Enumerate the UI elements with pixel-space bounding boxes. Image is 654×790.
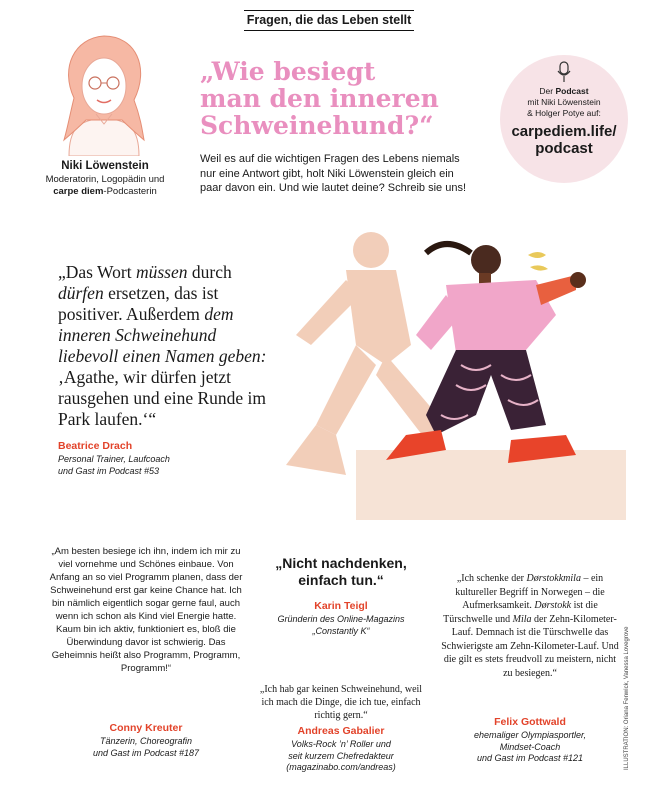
section-tag: Fragen, die das Leben stellt <box>244 10 414 31</box>
illustration-credit-text: ILLUSTRATION: Oriana Fenwick, Vanessa Lovegrove <box>624 626 630 770</box>
quote-beatrice <box>58 262 268 430</box>
podcast-url-line2[interactable]: podcast <box>535 140 593 157</box>
podcast-line1 <box>500 86 628 97</box>
quote-felix-t2: – ein kultureller Begriff in Norwegen – die Aufmerksamkeit. <box>455 573 605 611</box>
author-role <box>20 174 190 198</box>
quote-felix-i1: Dørstokkmila <box>526 573 581 584</box>
quote-beatrice-i1: müssen <box>135 262 188 282</box>
quote-felix-t3: ist die Türschwelle und <box>443 600 598 625</box>
beatrice-role1: Personal Trainer, Laufcoach <box>58 454 170 464</box>
headline-line2: man den inneren <box>200 84 439 113</box>
illustration-credit <box>624 620 632 770</box>
conny-name: Conny Kreuter <box>109 722 183 734</box>
karin-role2: „Constantly K“ <box>312 625 370 636</box>
quote-beatrice-i2: dürfen <box>58 283 104 303</box>
quote-beatrice-i3: dem inneren Schweinehund liebevoll einen Namen geben: <box>58 304 267 366</box>
andreas-role1: Volks-Rock ’n’ Roller und <box>291 739 391 749</box>
conny-role <box>48 736 244 759</box>
quote-beatrice-t4: ‚Agathe, wir dürfen jetzt rausgehen und eine Runde im Park laufen.‘“ <box>58 367 267 429</box>
quote-felix-i2: Dørstokk <box>534 600 572 611</box>
quote-felix-t4: der Zehn-Kilometer-Lauf. Demnach ist die Türschwelle das Schwierigste am Zehn-Kilometer-Lauf. Und die gilt es stets freudvoll zu meistern, nicht zu besiegen.“ <box>441 613 619 679</box>
podcast-line1-bold: Podcast <box>555 86 589 96</box>
podcast-line2: mit Niki Löwenstein <box>527 97 601 107</box>
quote-felix <box>440 572 620 680</box>
andreas-name: Andreas Gabalier <box>297 725 385 737</box>
karin-name: Karin Teigl <box>314 600 368 612</box>
headline-line3: Schweinehund?“ <box>200 111 434 140</box>
felix-role <box>440 730 620 765</box>
podcast-badge[interactable] <box>500 55 628 183</box>
author-name: Niki Löwenstein <box>61 160 149 172</box>
andreas-role <box>256 739 426 774</box>
runner-illustration <box>276 225 634 525</box>
felix-role3: und Gast im Podcast #121 <box>476 753 584 763</box>
headline-line1: „Wie besiegt <box>200 57 376 86</box>
microphone-icon <box>557 61 571 83</box>
felix-name: Felix Gottwald <box>494 716 566 728</box>
quote-conny: „Am besten besiege ich ihn, indem ich mir zu viel vornehme und Schönes einbaue. Von Anfang an so viel Programm planen, dass der Schweinehund erst gar keine Chance hat. Ich bin nämlich eigentlich sogar gerne faul, auch wenn ich schon als Kind viel Energie hatte. Kaum bin ich aktiv, funktioniert es, bloß die Überwindung davor ist schwierig. Das Geheimnis heißt also Programm, Programm, Programm!“ <box>49 546 243 674</box>
beatrice-role <box>58 454 258 477</box>
author-role-brand: carpe diem <box>53 186 104 197</box>
beatrice-role2: und Gast im Podcast #53 <box>58 465 160 476</box>
conny-role2: und Gast im Podcast #187 <box>92 747 200 758</box>
quote-felix-t1: „Ich schenke der <box>456 573 527 584</box>
quote-andreas: „Ich hab gar keinen Schweinehund, weil ich mach die Dinge, die ich tue, einfach richtig gern.“ <box>259 684 423 721</box>
quote-beatrice-t1: „Das Wort <box>58 262 136 282</box>
andreas-role3: (magazinabo.com/andreas) <box>286 762 396 772</box>
beatrice-name: Beatrice Drach <box>58 440 133 452</box>
quote-beatrice-t2: durch <box>187 262 232 282</box>
podcast-line3: & Holger Potye auf: <box>527 108 601 118</box>
author-role-line2: -Podcasterin <box>103 186 157 197</box>
andreas-role2: seit kurzem Chefredakteur <box>288 750 394 761</box>
author-role-line1: Moderatorin, Logopädin und <box>45 174 165 185</box>
felix-role1: ehemaliger Olympiasportler, <box>473 730 587 740</box>
author-portrait-illustration <box>34 28 174 156</box>
quote-karin: „Nicht nachdenken, einfach tun.“ <box>275 555 407 588</box>
headline <box>200 58 500 139</box>
podcast-url-line1[interactable]: carpediem.life/ <box>511 123 617 140</box>
felix-role2: Mindset-Coach <box>499 741 561 752</box>
karin-role <box>266 614 416 637</box>
intro-text: Weil es auf die wichtigen Fragen des Lebens niemals nur eine Antwort gibt, holt Niki Löwenstein gleich ein paar davon ein. Und wie lautet deine? Schreib sie uns! <box>200 153 467 194</box>
karin-role1: Gründerin des Online-Magazins <box>277 614 405 624</box>
quote-felix-i3: Mila <box>512 613 532 625</box>
conny-role1: Tänzerin, Choreografin <box>99 736 193 746</box>
podcast-line1-pre: Der <box>539 86 556 96</box>
quote-beatrice-t3: ersetzen, das ist positiver. Außerdem <box>58 283 219 324</box>
